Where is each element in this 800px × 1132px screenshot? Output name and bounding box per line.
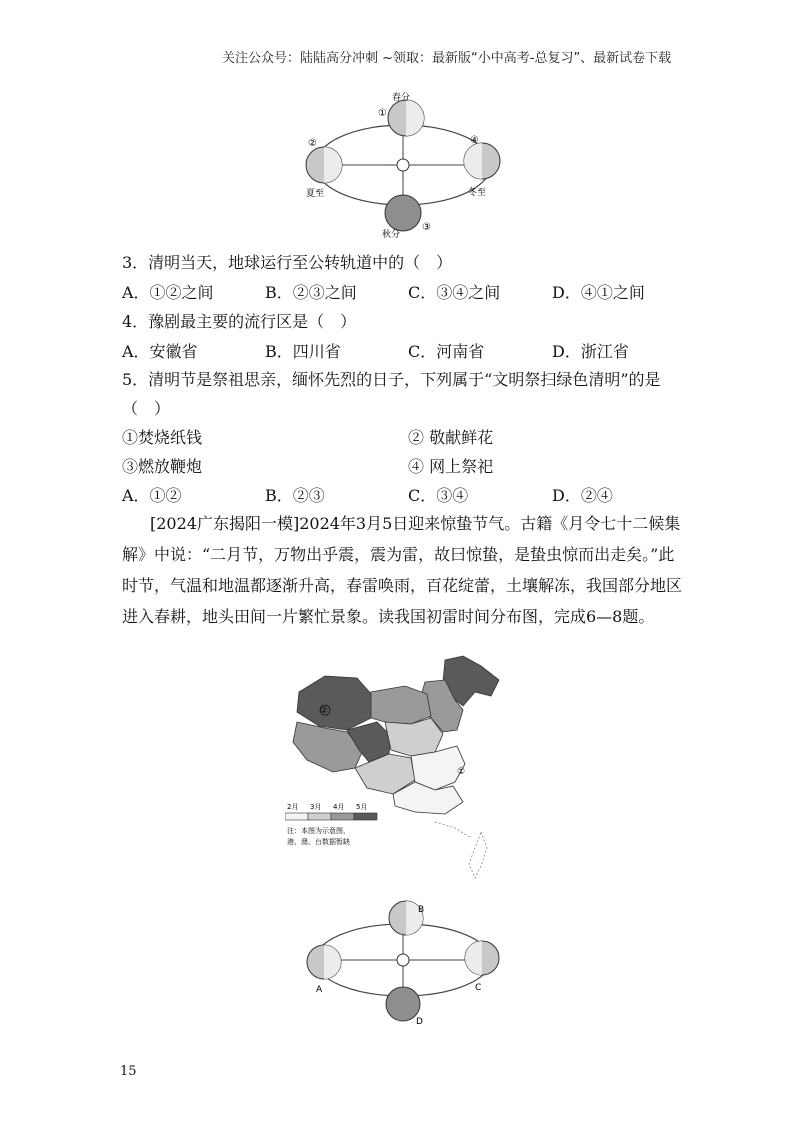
passage-text: [2024广东揭阳一模]2024年3月5日迎来惊蛰节气。古籍《月令七十二候集解》中说：“二月节，万物出乎震，震为雷，故曰惊蛰，是蛰虫惊而出走矣。”此时节，气温和地温都逐渐升高，春雷唤雨，百花绽蕾，土壤解冻，我国部分地区进入春耕，地头田间一片繁忙景象。读我国初雷时间分布图，完成6—8题。 [122,514,683,626]
legend-month-may: 5月 [356,803,368,811]
passage [122,508,682,632]
legend-swatch-feb [285,813,308,820]
q4-option-b[interactable]: B．四川省 [265,342,341,361]
q5-item-3: ③燃放鞭炮 [122,457,203,476]
q5-paren: （ ） [122,399,171,418]
legend-month-apr: 4月 [333,803,345,811]
china-thunder-map [285,652,515,892]
page-header: 关注公众号：陆陆高分冲刺 ~领取：最新版“小中高考-总复习”、最新试卷下载 [222,51,672,66]
orbit-diagram-2 [300,898,510,1030]
map-marker-2: ② [320,706,329,716]
label-n4: ④ [470,135,479,146]
q4-option-a[interactable]: A．安徽省 [122,342,198,361]
map-note-1: 注：本图为示意图， [287,827,350,835]
legend-month-feb: 2月 [287,803,299,811]
label-summer: 夏至 [306,189,325,199]
label-d: D [416,1017,423,1027]
map-marker-1: ① [457,767,466,777]
q3-option-b[interactable]: B．②③之间 [265,283,357,302]
legend-swatch-mar [308,813,331,820]
map-legend [285,803,377,846]
label-n2: ② [308,138,317,149]
label-c: C [475,983,482,993]
q5-stem: 5．清明节是祭祖思亲，缅怀先烈的日子，下列属于“文明祭扫绿色清明”的是 [122,370,661,389]
page-number: 15 [120,1064,137,1079]
label-spring: 春分 [392,93,411,103]
legend-swatch-apr [331,813,354,820]
q3-stem: 3．清明当天，地球运行至公转轨道中的（ ） [122,253,453,272]
q4-stem: 4．豫剧最主要的流行区是（ ） [122,312,357,331]
label-winter: 冬至 [468,188,487,198]
q5-item-4: ④ 网上祭祀 [408,457,494,476]
map-note-2: 港、澳、台数据暂缺 [287,838,350,846]
orbit-diagram-1 [300,88,510,238]
q5-option-b[interactable]: B．②③ [265,486,325,505]
label-n3: ③ [422,222,431,233]
label-a: A [316,985,323,995]
q5-item-1: ①焚烧纸钱 [122,428,203,447]
q5-option-a[interactable]: A．①② [122,486,182,505]
q4-option-d[interactable]: D．浙江省 [552,342,629,361]
earth-bottom [385,195,421,231]
label-b: B [418,905,425,915]
label-autumn: 秋分 [382,230,401,238]
q3-option-d[interactable]: D．④①之间 [552,283,645,302]
q4-option-c[interactable]: C．河南省 [408,342,485,361]
label-n1: ① [378,108,387,119]
legend-swatch-may [354,813,377,820]
q3-option-c[interactable]: C．③④之间 [408,283,501,302]
q5-option-c[interactable]: C．③④ [408,486,469,505]
legend-month-mar: 3月 [310,803,322,811]
q5-item-2: ② 敬献鲜花 [408,428,494,447]
q5-option-d[interactable]: D．②④ [552,486,613,505]
q3-option-a[interactable]: A．①②之间 [122,283,214,302]
earth-d [386,987,420,1021]
